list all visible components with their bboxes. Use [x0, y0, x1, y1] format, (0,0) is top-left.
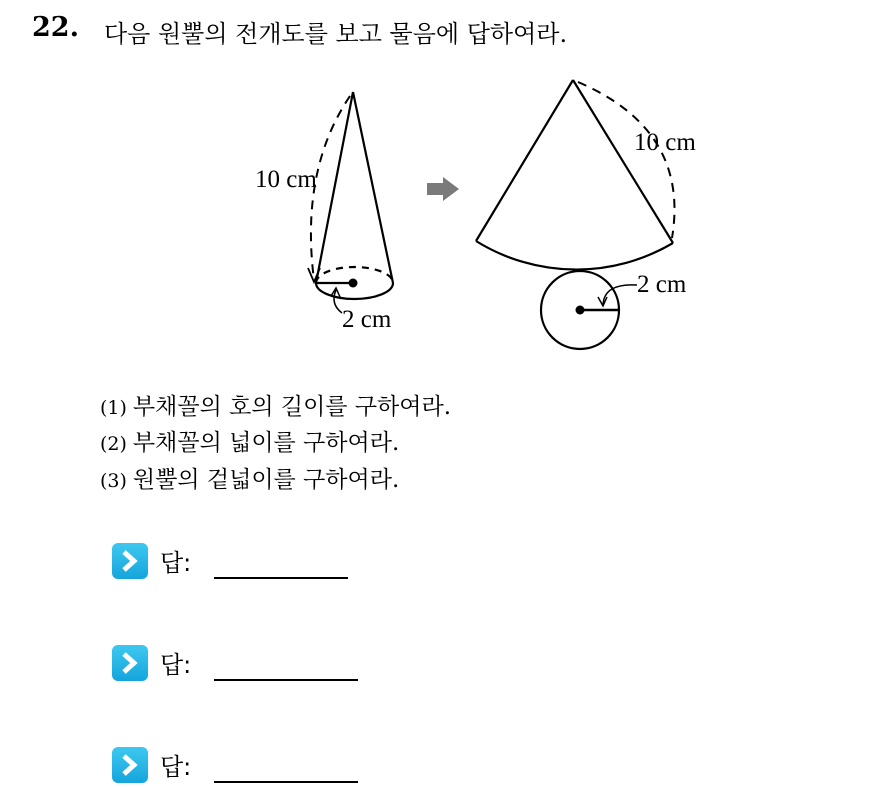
answer-label-2: 답:	[160, 651, 192, 679]
chevron-right-icon	[112, 543, 148, 579]
cone-left-edge	[316, 92, 353, 283]
subquestion-1	[100, 388, 451, 421]
right-arrow-icon	[427, 177, 459, 201]
sector-left-edge	[476, 80, 573, 241]
net-diagram	[476, 80, 696, 349]
sector-arc	[476, 241, 673, 270]
subquestion-3	[100, 461, 399, 494]
subquestion-2	[100, 424, 399, 457]
answer-label-3: 답:	[160, 753, 192, 781]
question-text: 다음 원뿔의 전개도를 보고 물음에 답하여라.	[104, 20, 568, 48]
subquestion-2-text: 부채꼴의 넓이를 구하여라.	[132, 430, 400, 456]
chevron-right-icon	[112, 645, 148, 681]
sector-slant-dimension	[578, 82, 674, 238]
question-number: 22.	[32, 12, 79, 43]
cone-diagram	[255, 92, 393, 333]
cone-right-edge	[353, 92, 393, 283]
subquestion-3-number: (3)	[100, 470, 127, 492]
cone-net-figure	[0, 0, 884, 370]
subquestion-1-text: 부채꼴의 호의 길이를 구하여라.	[132, 394, 452, 420]
sector-right-edge	[573, 80, 673, 243]
net-slant-label: 10 cm	[634, 129, 696, 156]
cone-slant-dimension	[311, 96, 350, 280]
base-radius-pointer	[603, 285, 637, 305]
subquestion-2-number: (2)	[100, 433, 127, 455]
answer-blank-2[interactable]	[214, 679, 358, 681]
subquestion-1-number: (1)	[100, 397, 127, 419]
cone-slant-label: 10 cm	[255, 166, 317, 193]
answer-label-1: 답:	[160, 549, 192, 577]
chevron-right-icon	[112, 747, 148, 783]
answer-blank-3[interactable]	[214, 781, 358, 783]
subquestion-3-text: 원뿔의 겉넓이를 구하여라.	[132, 467, 400, 493]
answer-blank-1[interactable]	[214, 577, 348, 579]
cone-radius-label: 2 cm	[342, 306, 392, 333]
net-radius-label: 2 cm	[637, 271, 687, 298]
